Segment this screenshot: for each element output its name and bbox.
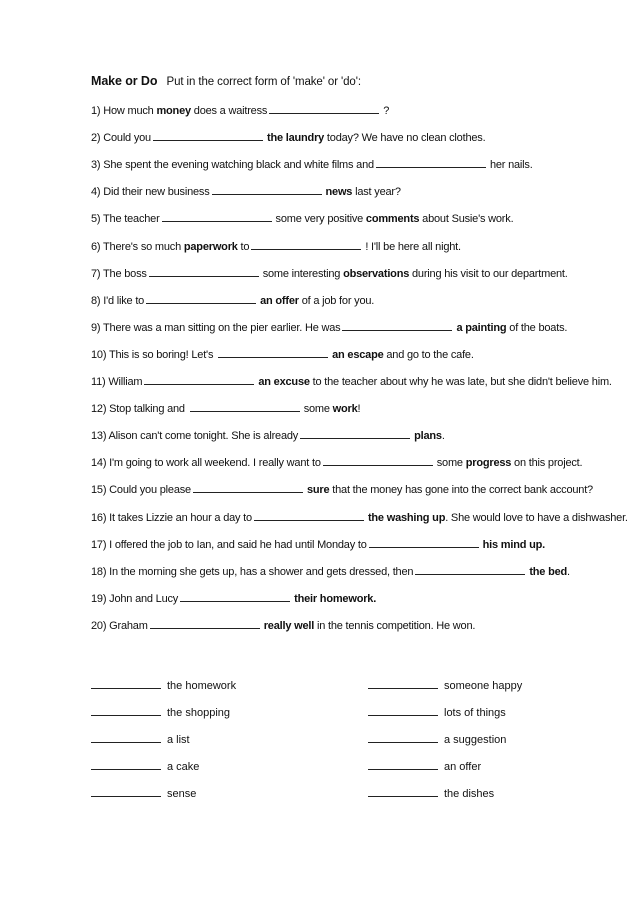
answer-blank[interactable] — [323, 455, 433, 466]
answer-blank[interactable] — [368, 759, 438, 770]
question-keyword: news — [325, 186, 353, 199]
question-text: 17) I offered the job to Ian, and said he had until Monday to — [91, 538, 367, 551]
answer-blank[interactable] — [153, 130, 263, 141]
question-text: on this project. — [511, 457, 583, 470]
word-bank-item — [91, 786, 196, 802]
question-keyword: work — [332, 403, 358, 416]
question-keyword: paperwork — [183, 240, 238, 253]
question-keyword: observations — [343, 267, 410, 280]
question-text: 14) I'm going to work all weekend. I really want to — [91, 457, 321, 470]
question-text: does a waitress — [190, 105, 268, 117]
question-text: 7) The boss — [91, 267, 147, 280]
question-line — [91, 401, 360, 417]
question-text: of the boats. — [506, 321, 568, 334]
question-keyword: an escape — [332, 348, 384, 361]
question-line — [91, 130, 485, 146]
answer-blank[interactable] — [251, 239, 361, 250]
question-text: some very positive — [275, 213, 366, 226]
question-keyword: a painting — [456, 321, 507, 334]
word-bank-item — [91, 705, 230, 721]
question-keyword: plans — [414, 430, 442, 443]
question-line — [91, 591, 376, 607]
question-text: about Susie's work. — [419, 213, 514, 226]
answer-blank[interactable] — [149, 266, 259, 277]
answer-blank[interactable] — [368, 705, 438, 716]
answer-blank[interactable] — [193, 482, 303, 493]
question-text: . She would love to have a dishwasher. — [445, 511, 628, 524]
worksheet-heading — [91, 74, 361, 88]
word-bank-item — [368, 732, 506, 748]
word-bank-phrase: a cake — [167, 761, 200, 773]
question-text: 2) Could you — [91, 132, 151, 145]
question-text: some — [303, 403, 333, 416]
question-text: 11) William — [91, 376, 143, 388]
question-line — [91, 428, 445, 444]
word-bank-item — [368, 678, 522, 694]
word-bank-item — [368, 759, 481, 775]
answer-blank[interactable] — [368, 678, 438, 689]
question-text: 4) Did their new business — [91, 186, 210, 199]
answer-blank[interactable] — [376, 157, 486, 168]
question-line — [91, 239, 461, 255]
word-bank-phrase: the dishes — [444, 788, 495, 800]
question-text: 15) Could you please — [91, 484, 191, 497]
question-text: 16) It takes Lizzie an hour a day to — [91, 511, 252, 524]
question-text: 18) In the morning she gets up, has a shower and gets dressed, then — [91, 565, 414, 578]
answer-blank[interactable] — [368, 786, 438, 797]
question-text: 12) Stop talking and — [91, 403, 188, 416]
question-text: ! — [357, 403, 361, 416]
word-bank-item — [368, 786, 494, 802]
question-text: in the tennis competition. He won. — [314, 619, 476, 632]
question-text: 19) John and Lucy — [91, 592, 179, 605]
question-line — [91, 103, 389, 119]
question-text: 6) There's so much — [91, 240, 184, 253]
worksheet-instruction: Put in the correct form of 'make' or 'do': — [166, 76, 361, 88]
question-line — [91, 618, 475, 634]
question-text: that the money has gone into the correct bank account? — [329, 484, 593, 497]
question-text: some — [436, 457, 466, 470]
question-text: 9) There was a man sitting on the pier earlier. He was — [91, 321, 341, 334]
question-keyword: sure — [306, 484, 330, 497]
word-bank-phrase: lots of things — [444, 707, 506, 719]
word-bank-phrase: the shopping — [167, 707, 230, 719]
answer-blank[interactable] — [146, 293, 256, 304]
answer-blank[interactable] — [91, 732, 161, 743]
question-text: ? — [383, 105, 390, 117]
question-text: . — [441, 430, 445, 443]
question-line — [91, 564, 570, 580]
question-text: during his visit to our department. — [409, 267, 568, 280]
question-keyword: comments — [365, 213, 420, 226]
word-bank-phrase: someone happy — [444, 680, 523, 692]
answer-blank[interactable] — [180, 591, 290, 602]
answer-blank[interactable] — [254, 510, 364, 521]
question-text: her nails. — [489, 159, 533, 172]
question-keyword: his mind up. — [482, 538, 546, 551]
question-keyword: progress — [465, 457, 512, 470]
word-bank-item — [91, 759, 199, 775]
answer-blank[interactable] — [162, 211, 272, 222]
word-bank-phrase: the homework — [167, 680, 237, 692]
word-bank-item — [91, 678, 236, 694]
answer-blank[interactable] — [91, 759, 161, 770]
answer-blank[interactable] — [91, 678, 161, 689]
question-text: 8) I'd like to — [91, 294, 145, 307]
worksheet-title: Make or Do — [91, 74, 158, 88]
answer-blank[interactable] — [190, 401, 300, 412]
question-line — [91, 455, 582, 471]
answer-blank[interactable] — [91, 786, 161, 797]
question-keyword: the laundry — [266, 132, 325, 145]
question-line — [91, 211, 513, 227]
question-line — [91, 293, 374, 309]
question-text: 20) Graham — [91, 619, 148, 632]
question-keyword: the bed — [529, 565, 568, 578]
question-line — [91, 537, 545, 553]
question-text: today? We have no clean clothes. — [324, 132, 486, 145]
word-bank-phrase: a suggestion — [444, 734, 507, 746]
question-text: 13) Alison can't come tonight. She is already — [91, 430, 299, 443]
question-line — [91, 374, 612, 390]
question-text: of a job for you. — [298, 294, 375, 307]
question-text: 10) This is so boring! Let's — [91, 348, 217, 361]
word-bank-item — [368, 705, 506, 721]
question-text: to the teacher about why he was late, but she didn't believe him. — [309, 376, 612, 388]
question-text: and go to the cafe. — [383, 348, 474, 361]
answer-blank[interactable] — [415, 564, 525, 575]
question-line — [91, 482, 593, 498]
question-keyword: the washing up — [367, 511, 446, 524]
question-line — [91, 347, 474, 363]
answer-blank[interactable] — [300, 428, 410, 439]
answer-blank[interactable] — [150, 618, 260, 629]
question-text: ! I'll be here all night. — [365, 240, 461, 253]
question-line — [91, 320, 567, 336]
answer-blank[interactable] — [91, 705, 161, 716]
answer-blank[interactable] — [342, 320, 452, 331]
question-line — [91, 184, 401, 200]
word-bank-item — [91, 732, 190, 748]
question-text: . — [567, 565, 570, 578]
word-bank-phrase: an offer — [444, 761, 482, 773]
question-text: 5) The teacher — [91, 213, 160, 226]
word-bank-phrase: sense — [167, 788, 197, 800]
answer-blank[interactable] — [218, 347, 328, 358]
question-text: to — [237, 240, 250, 253]
answer-blank[interactable] — [269, 103, 379, 114]
answer-blank[interactable] — [144, 374, 254, 385]
word-bank-phrase: a list — [167, 734, 190, 746]
question-line — [91, 157, 533, 173]
question-keyword: an offer — [260, 294, 299, 307]
question-line — [91, 266, 568, 282]
question-text: last year? — [352, 186, 401, 199]
question-keyword: really well — [263, 619, 315, 632]
question-keyword: money — [156, 105, 191, 117]
question-text: 3) She spent the evening watching black and white films and — [91, 159, 374, 172]
answer-blank[interactable] — [369, 537, 479, 548]
answer-blank[interactable] — [368, 732, 438, 743]
question-text: 1) How much — [91, 105, 157, 117]
question-keyword: an excuse — [258, 376, 310, 388]
question-text: some interesting — [262, 267, 344, 280]
question-line — [91, 510, 628, 526]
question-keyword: their homework. — [294, 592, 377, 605]
answer-blank[interactable] — [212, 184, 322, 195]
